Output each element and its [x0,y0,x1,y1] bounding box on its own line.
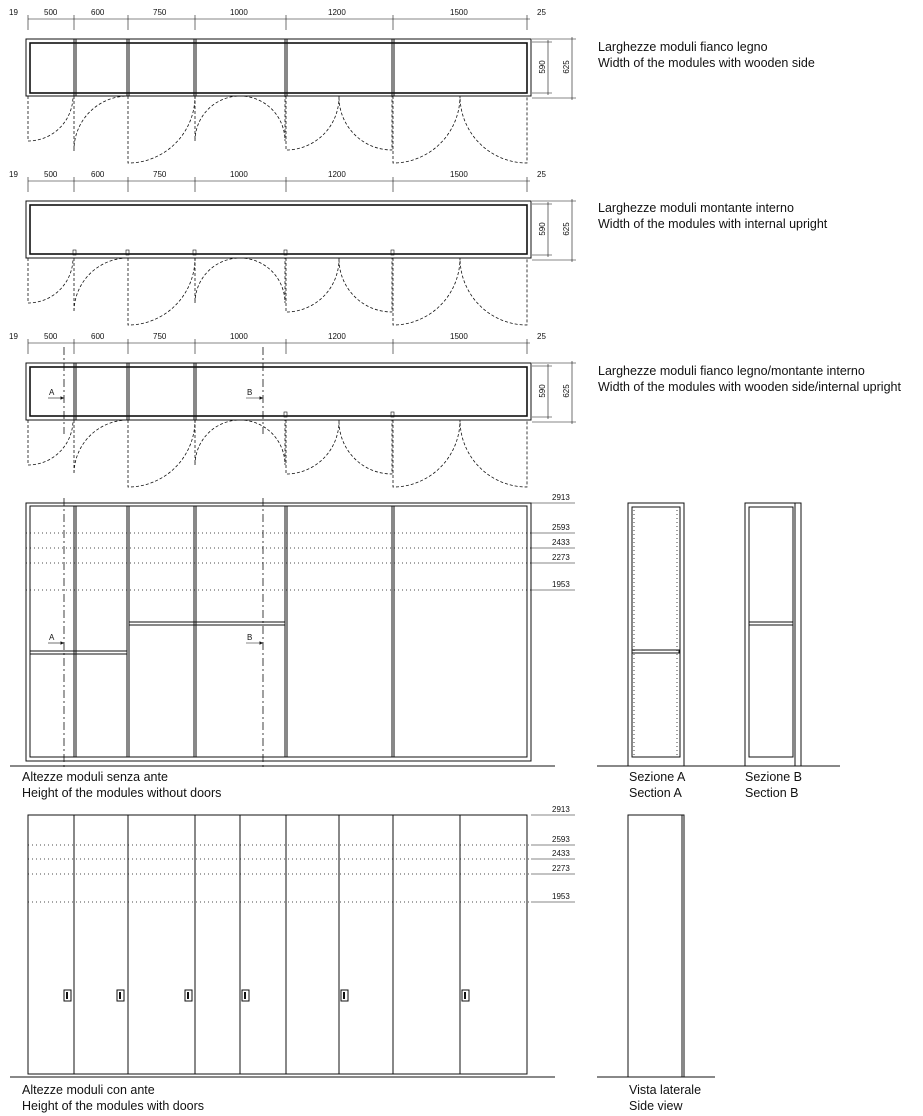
depth-dim-label: 625 [562,222,571,236]
caption-italian: Larghezze moduli montante interno [598,201,794,215]
section-a-view [597,503,715,800]
dim-label: 1200 [328,8,346,17]
section-marker-a: A [49,388,55,397]
elevation-with-doors [10,805,575,1113]
plan-cabinet-outline [26,363,531,420]
side-view [597,815,715,1113]
level-label: 2593 [552,835,570,844]
level-label: 2433 [552,538,570,547]
dim-label: 19 [9,170,18,179]
dim-label: 1500 [450,170,468,179]
section-cut-lines [48,498,263,770]
side-view-caption-italian: Vista laterale [629,1083,702,1097]
level-label: 2433 [552,849,570,858]
section-marker-a: A [49,633,55,642]
dim-label: 19 [9,8,18,17]
plan-view-internal-upright [9,170,828,325]
elevation-without-doors [10,493,575,800]
caption-english: Width of the modules with wooden side/internal upright [598,380,901,394]
plan-cabinet-outline [26,201,531,258]
section-b-caption-english: Section B [745,786,799,800]
door-swing-arcs [28,258,527,325]
side-view-caption-english: Side view [629,1099,683,1113]
caption-english: Width of the modules with wooden side [598,56,815,70]
dim-label: 25 [537,8,546,17]
caption-italian: Altezze moduli senza ante [22,770,168,784]
door-swing-arcs [28,420,527,487]
dim-label: 750 [153,332,167,341]
section-a-caption-italian: Sezione A [629,770,686,784]
plan-view-wooden-side [9,8,815,163]
caption-english: Height of the modules without doors [22,786,222,800]
dim-label: 600 [91,8,105,17]
door-handles [64,990,469,1001]
section-marker-b: B [247,388,253,397]
dim-label: 500 [44,170,58,179]
level-label: 2913 [552,805,570,814]
level-label: 1953 [552,580,570,589]
door-swing-arcs [28,96,527,163]
height-level-lines [28,815,575,902]
caption-italian: Larghezze moduli fianco legno/montante interno [598,364,865,378]
width-dimension-line [28,339,530,354]
dim-label: 1000 [230,332,248,341]
dim-label: 750 [153,170,167,179]
level-label: 2273 [552,553,570,562]
width-dimension-line [28,15,530,30]
dim-label: 500 [44,332,58,341]
dim-label: 1200 [328,332,346,341]
level-label: 1953 [552,892,570,901]
width-dimension-line [28,177,530,192]
dim-label: 1500 [450,8,468,17]
dim-label: 600 [91,332,105,341]
plan-cabinet-outline [26,39,531,96]
section-a-caption-english: Section A [629,786,682,800]
dim-label: 19 [9,332,18,341]
depth-dim-label: 590 [538,60,547,74]
section-marker-b: B [247,633,253,642]
depth-dim-label: 625 [562,60,571,74]
level-label: 2913 [552,493,570,502]
dim-label: 25 [537,332,546,341]
dim-label: 750 [153,8,167,17]
caption-italian: Altezze moduli con ante [22,1083,155,1097]
dim-label: 500 [44,8,58,17]
dim-label: 25 [537,170,546,179]
depth-dim-label: 590 [538,384,547,398]
level-label: 2593 [552,523,570,532]
dim-label: 600 [91,170,105,179]
caption-italian: Larghezze moduli fianco legno [598,40,768,54]
level-label: 2273 [552,864,570,873]
plan-view-mixed [9,332,901,487]
dim-label: 1000 [230,170,248,179]
depth-dim-label: 590 [538,222,547,236]
cabinet-frame [26,503,531,761]
door-panels [28,815,527,1074]
section-b-view [715,503,840,800]
caption-english: Width of the modules with internal upright [598,217,828,231]
dim-label: 1200 [328,170,346,179]
caption-english: Height of the modules with doors [22,1099,205,1113]
depth-dim-label: 625 [562,384,571,398]
section-b-caption-italian: Sezione B [745,770,802,784]
dim-label: 1500 [450,332,468,341]
height-level-lines [26,503,575,590]
dim-label: 1000 [230,8,248,17]
